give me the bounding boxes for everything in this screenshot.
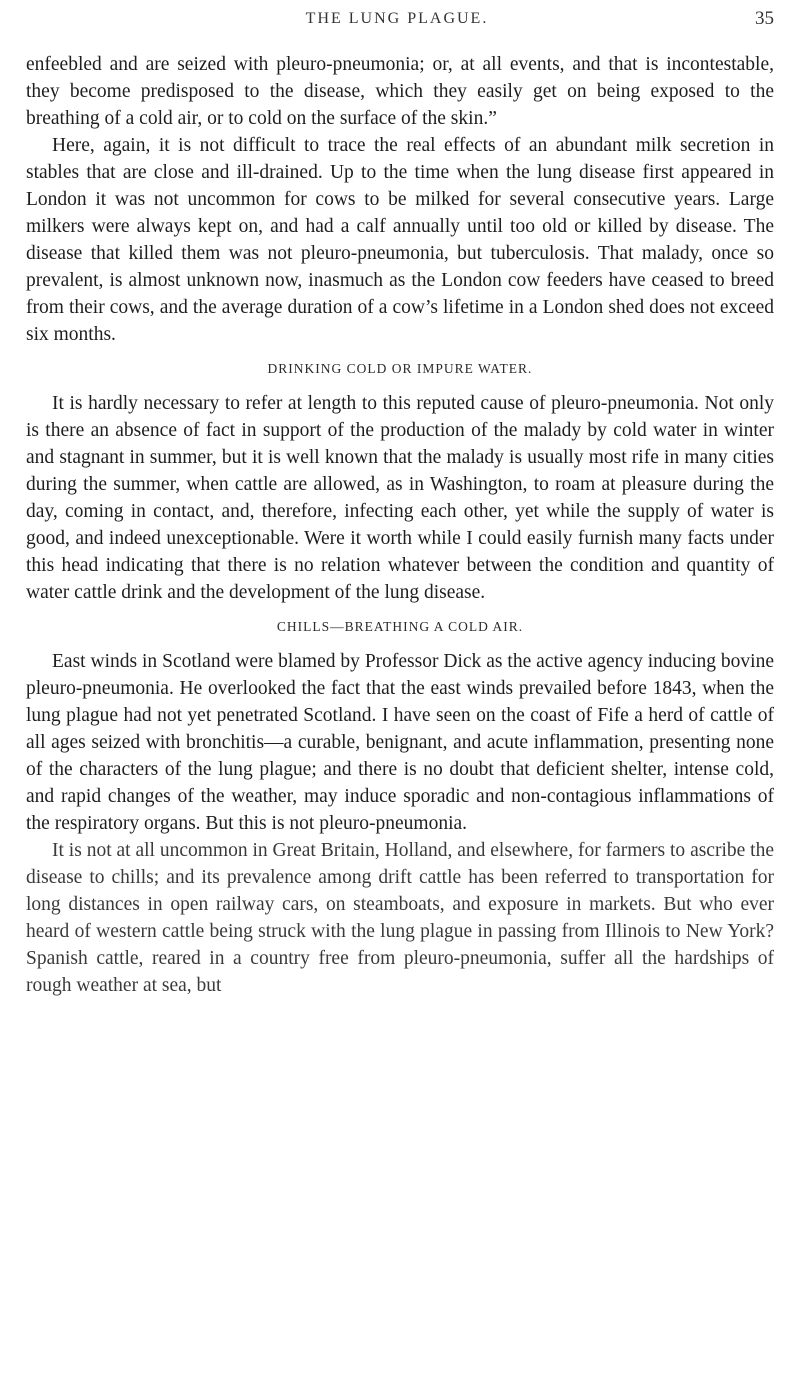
paragraph-water: It is hardly necessary to refer at length to this reputed cause of pleuro-pneumonia. Not only is there an absence of fact in support of the production of the malady by cold water in winter and stagnant in summer, but it is well known that the malady is usually most rife in many cities during the summer, when cattle are allowed, as in Washington, to roam at pleasure during the day, coming in contact, and, therefore, infecting each other, yet while the supply of water is good, and indeed unexceptionable. Were it worth while I could easily furnish many facts under this head indicating that there is no relation whatever between the condition and quantity of water cattle drink and the development of the lung disease. [26, 393, 774, 603]
paragraph-east-winds: East winds in Scotland were blamed by Professor Dick as the active agency inducing bovine pleuro-pneumonia. He overlooked the fact that the east winds prevailed before 1843, when the lung plague had not yet penetrated Scotland. I have seen on the coast of Fife a herd of cattle of all ages seized with bronchitis—a curable, benignant, and acute inflammation, presenting none of the characters of the lung plague; and there is no doubt that deficient shelter, intense cold, and rapid changes of the weather, may induce sporadic and non-contagious inflammations of the respiratory organs. But this is not pleuro-pneumonia. [26, 651, 774, 834]
body-text [26, 51, 774, 999]
paragraph-chills: It is not at all uncommon in Great Britain, Holland, and elsewhere, for farmers to ascribe the disease to chills; and its prevalence among drift cattle has been referred to transportation for long distances in open railway cars, on steamboats, and exposure in markets. But who ever heard of western cattle being struck with the lung plague in passing from Illinois to New York? Spanish cattle, reared in a country free from pleuro-pneumonia, suffer all the hardships of rough weather at sea, but [26, 840, 774, 996]
section-heading-chills: CHILLS—BREATHING A COLD AIR. [276, 619, 524, 634]
running-head [20, 10, 774, 34]
paragraph-continuation: enfeebled and are seized with pleuro-pneumonia; or, at all events, and that is incontestable, they become predisposed to the disease, which they easily get on being exposed to the breathing of a cold air, or to cold on the surface of the skin.” [26, 54, 774, 129]
section-heading-water: DRINKING COLD OR IMPURE WATER. [267, 361, 533, 376]
page-number: 35 [755, 8, 774, 29]
running-title: THE LUNG PLAGUE. [305, 10, 489, 27]
paragraph-milk-secretion: Here, again, it is not difficult to trace the real effects of an abundant milk secretion in stables that are close and ill-drained. Up to the time when the lung disease first appeared in London it was not uncommon for cows to be milked for several consecutive years. Large milkers were always kept on, and had a calf annually until too old or killed by disease. The disease that killed them was not pleuro-pneumonia, but tuberculosis. That malady, once so prevalent, is almost unknown now, inasmuch as the London cow feeders have ceased to breed from their cows, and the average duration of a cow’s lifetime in a London shed does not exceed six months. [26, 135, 774, 345]
